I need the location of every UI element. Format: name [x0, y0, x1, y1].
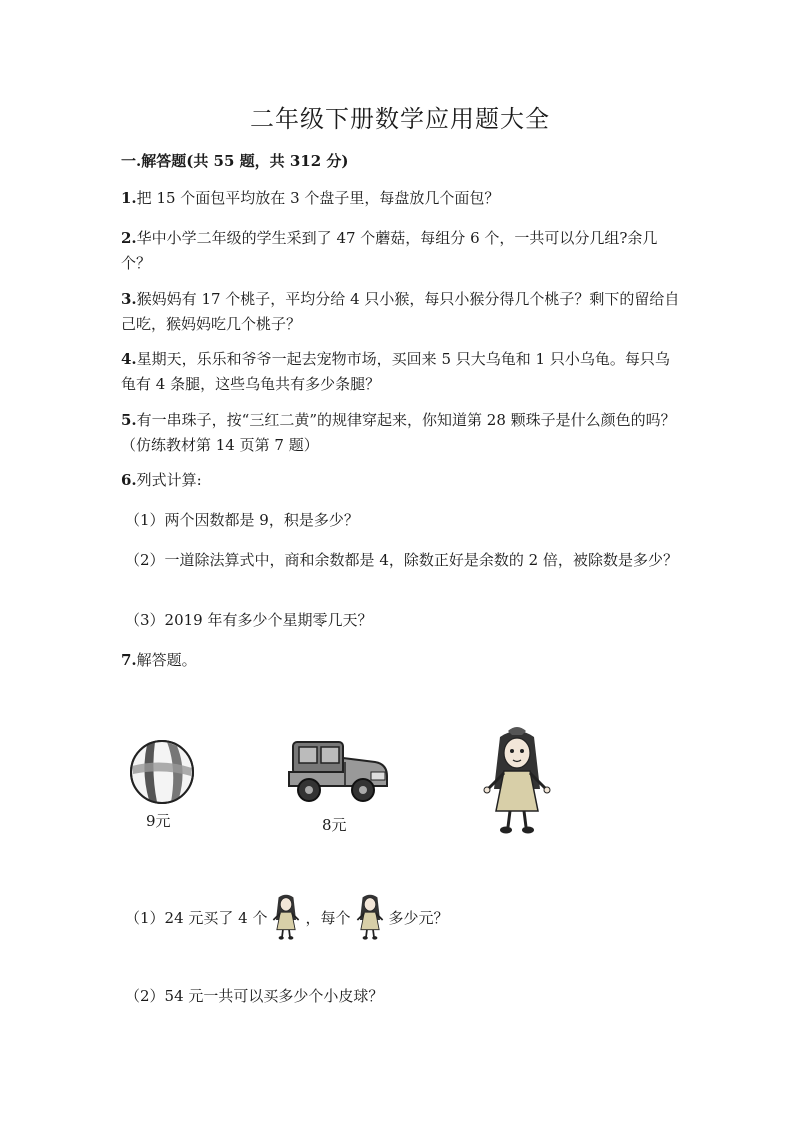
q6-sub-3: （3）2019 年有多少个星期零几天？	[125, 611, 373, 629]
question-text: 华中小学二年级的学生采到了 47 个蘑菇，每组分 6 个，一共可以分几组?余几个？	[121, 229, 658, 272]
doll-icon	[269, 889, 303, 945]
ball-icon	[127, 738, 197, 806]
page-title: 二年级下册数学应用题大全	[250, 105, 550, 133]
question-4	[121, 347, 681, 397]
question-text: 列式计算:	[136, 471, 202, 489]
q7-sub-1-part-a: （1）24 元买了 4 个	[125, 908, 268, 927]
q7-sub-1-part-b: ，每个	[305, 908, 351, 927]
q7-sub-1	[125, 902, 449, 932]
question-number: 5.	[121, 411, 137, 429]
car-price: 8元	[322, 816, 347, 834]
question-number: 4.	[121, 350, 137, 368]
question-7	[121, 648, 681, 673]
q7-sub-1-part-c: 多少元？	[388, 908, 449, 927]
toy-car-icon	[283, 738, 393, 806]
ball-price: 9元	[146, 812, 171, 830]
question-number: 7.	[121, 651, 137, 669]
question-6	[121, 468, 681, 493]
q6-sub-1: （1）两个因数都是 9，积是多少？	[125, 511, 359, 529]
doll-icon	[478, 727, 556, 837]
section-heading: 一.解答题(共 55 题，共 312 分)	[121, 152, 349, 170]
question-text: 解答题。	[136, 651, 197, 669]
question-number: 1.	[121, 189, 137, 207]
question-number: 3.	[121, 290, 137, 308]
doll-icon	[353, 889, 387, 945]
question-text: 把 15 个面包平均放在 3 个盘子里，每盘放几个面包？	[136, 189, 500, 207]
question-text: 猴妈妈有 17 个桃子，平均分给 4 只小猴，每只小猴分得几个桃子？剩下的留给自己吃，猴妈妈吃几个桃子？	[121, 290, 680, 333]
question-text: 星期天，乐乐和爷爷一起去宠物市场，买回来 5 只大乌龟和 1 只小乌龟。每只乌龟有 4 条腿，这些乌龟共有多少条腿？	[121, 350, 670, 393]
question-2	[121, 226, 681, 276]
question-3	[121, 287, 681, 337]
q6-sub-2: （2）一道除法算式中，商和余数都是 4，除数正好是余数的 2 倍，被除数是多少？	[125, 551, 678, 569]
question-number: 6.	[121, 471, 137, 489]
q7-sub-2: （2）54 元一共可以买多少个小皮球？	[125, 987, 384, 1005]
question-1	[121, 186, 681, 211]
question-number: 2.	[121, 229, 137, 247]
question-text: 有一串珠子，按“三红二黄”的规律穿起来，你知道第 28 颗珠子是什么颜色的吗？（仿练教材第 14 页第 7 题）	[121, 411, 676, 454]
question-5	[121, 408, 681, 458]
